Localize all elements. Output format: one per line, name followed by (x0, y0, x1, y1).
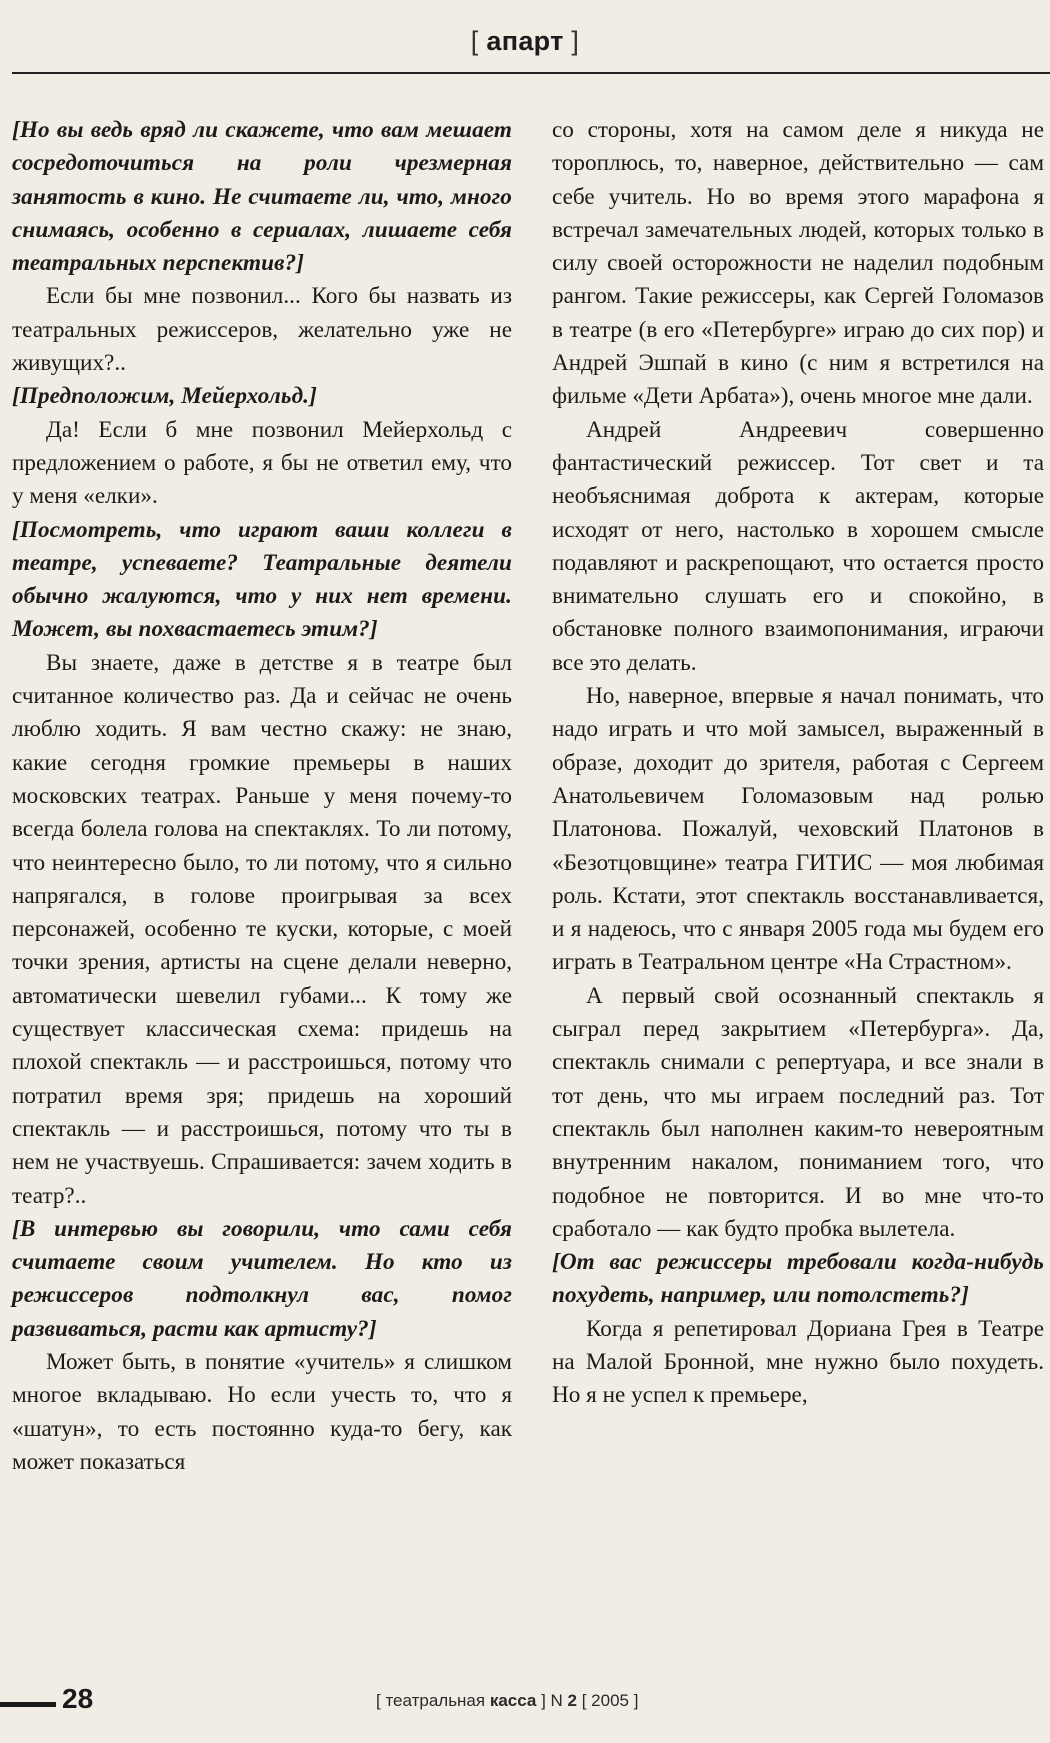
answer-6: Но, наверное, впервые я начал понимать, что надо играть и что мой замысел, выраженный в образе, доходит до зрителя, работая с Сергеем Анатольевичем Голомазовым над ролью Платонова. Пожалуй, чеховский Платонов в «Безотцовщине» театра ГИТИС — моя любимая роль. Кстати, этот спектакль восстанавливается, и я надеюсь, что с января 2005 года мы будем его играть в Театральном центре «На Страстном». (552, 683, 1044, 976)
question-4: [В интервью вы говорили, что сами себя считаете своим учителем. Но кто из режиссеров подтолкнул вас, помог развиваться, расти как артисту?] (12, 1215, 512, 1342)
answer-7: А первый свой осознанный спектакль я сыграл перед закрытием «Петербурга». Да, спектакль снимали с репертуара, и все знали в тот день, что мы играем последний раз. Тот спектакль был наполнен каким-то невероятным внутренним накалом, пониманием того, что подобное не повторится. И во мне что-то сработало — как будто пробка вылетела. (552, 982, 1044, 1242)
answer-3: Вы знаете, даже в детстве я в театре был считанное количество раз. Да и сейчас не очень люблю ходить. Я вам честно скажу: не знаю, какие сегодня громкие премьеры в наших московских театрах. Раньше у меня почему-то всегда болела голова на спектаклях. То ли потому, что неинтересно было, то ли потому, что я сильно напрягался, в голове проигрывая за всех персонажей, особенно те куски, которые, с моей точки зрения, артисты на сцене делали неверно, автоматически шевелил губами... К тому же существует классическая схема: придешь на плохой спектакль — и расстроишься, потому что потратил время зря; придешь на хороший спектакль — и расстроишься, потому что ты в нем не участвуешь. Спрашивается: зачем ходить в театр?.. (12, 649, 512, 1209)
magazine-credit (376, 1691, 638, 1711)
page-number-bar (0, 1702, 56, 1707)
answer-4: Может быть, в понятие «учитель» я слишком многое вкладываю. Но если учесть то, что я «шатун», то есть постоянно куда-то бегу, как может показаться (12, 1348, 512, 1475)
bracket-open: [ (470, 26, 479, 56)
issue-prefix: ] N (536, 1691, 568, 1710)
magazine-name-bold: касса (489, 1691, 537, 1710)
answer-8: Когда я репетировал Дориана Грея в Театре на Малой Бронной, мне нужно было похудеть. Но я не успел к премьере, (552, 1315, 1044, 1409)
issue-year: [ 2005 ] (577, 1691, 639, 1710)
section-header (0, 26, 1050, 66)
right-column (552, 114, 1044, 1413)
answer-4-continued: со стороны, хотя на самом деле я никуда не тороплюсь, то, наверное, действительно — сам себе учитель. Но во время этого марафона я встречал замечательных людей, которых только в силу своей осторожности не наделил подобным рангом. Такие режиссеры, как Сергей Голомазов в театре (в его «Петербурге» играю до сих пор) и Андрей Эшпай в кино (с ним я встретился на фильме «Дети Арбата»), очень многое мне дали. (552, 117, 1044, 410)
question-3: [Посмотреть, что играют ваши коллеги в театре, успеваете? Театральные деятели обычно жалуются, что у них нет времени. Может, вы похвастаетесь этим?] (12, 516, 512, 643)
left-column (12, 114, 512, 1479)
page-footer (0, 1683, 1050, 1723)
section-tag (471, 26, 579, 56)
issue-number: 2 (567, 1691, 578, 1710)
question-2: [Предположим, Мейерхольд.] (12, 383, 317, 410)
question-1: [Но вы ведь вряд ли скажете, что вам мешает сосредоточиться на роли чрезмерная занятость в кино. Не считаете ли, что, много снимаясь, особенно в сериалах, лишаете себя театральных перспектив?] (12, 117, 512, 277)
answer-5: Андрей Андреевич совершенно фантастический режиссер. Тот свет и та необъяснимая доброта к актерам, которые исходят от него, настолько в хорошем смысле подавляют и раскрепощают, что остается просто внимательно слушать его и спокойно, в обстановке полного взаимопонимания, играючи все это делать. (552, 416, 1044, 676)
header-rule (12, 72, 1050, 74)
magazine-prefix: [ театральная (376, 1691, 490, 1710)
section-title: апарт (486, 26, 564, 56)
page-number: 28 (62, 1683, 94, 1714)
bracket-close: ] (571, 26, 580, 56)
question-5: [От вас режиссеры требовали когда-нибудь похудеть, например, или потолстеть?] (552, 1249, 1044, 1309)
answer-2: Да! Если б мне позвонил Мейерхольд с предложением о работе, я бы не ответил ему, что у меня «елки». (12, 416, 512, 510)
answer-1: Если бы мне позвонил... Кого бы назвать из театральных режиссеров, желательно уже не живущих?.. (12, 283, 512, 377)
